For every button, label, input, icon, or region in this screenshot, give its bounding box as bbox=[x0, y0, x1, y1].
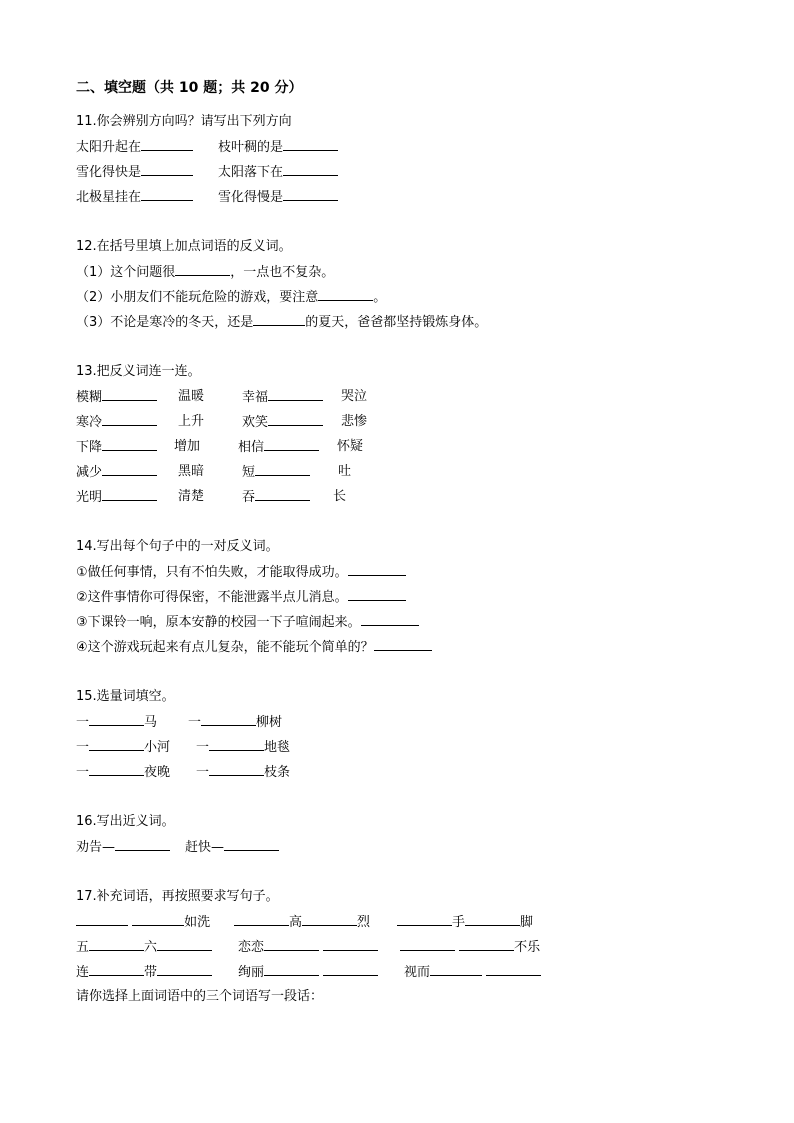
q17-stem: 17.补充词语，再按照要求写句子。 bbox=[76, 889, 279, 904]
q16-stem: 16.写出近义词。 bbox=[76, 814, 175, 829]
q12-sentence-3: （3）不论是寒冷的冬天，还是 的夏天，爸爸都坚持锻炼身体。 bbox=[76, 315, 488, 330]
q12-sentence-2: （2）小朋友们不能玩危险的游戏，要注意 。 bbox=[76, 290, 387, 305]
q13-word: 减少 bbox=[76, 463, 157, 482]
q15-stem: 15.选量词填空。 bbox=[76, 689, 175, 704]
q11-item-1: 太阳升起在 bbox=[76, 138, 193, 157]
q14-item-4: ④这个游戏玩起来有点儿复杂，能不能玩个简单的？ bbox=[76, 638, 432, 657]
q11-item-5: 北极星挂在 bbox=[76, 188, 193, 207]
q11-item-4: 太阳落下在 bbox=[218, 163, 338, 182]
q17-idiom: 五 六 bbox=[76, 938, 212, 957]
q13-word: 增加 bbox=[174, 439, 201, 454]
q17-instruction: 请你选择上面词语中的三个词语写一段话： bbox=[76, 989, 324, 1004]
q15-item-5: 一 夜晚 bbox=[76, 765, 171, 780]
q13-word: 怀疑 bbox=[337, 439, 364, 454]
q13-word: 清楚 bbox=[178, 489, 205, 504]
q14-item-3: ③下课铃一响，原本安静的校园一下子喧闹起来。 bbox=[76, 613, 419, 632]
q17-idiom: 连 带 bbox=[76, 963, 212, 982]
q12-sentence-1: （1）这个问题很 ，一点也不复杂。 bbox=[76, 265, 335, 280]
q13-word: 模糊 bbox=[76, 388, 157, 407]
q13-word: 寒冷 bbox=[76, 413, 157, 432]
q14-item-1: ①做任何事情，只有不怕失败，才能取得成功。 bbox=[76, 563, 406, 582]
q17-idiom: 绚丽 bbox=[238, 963, 378, 982]
q11-stem: 11.你会辨别方向吗？请写出下列方向 bbox=[76, 114, 292, 129]
q13-word: 上升 bbox=[178, 414, 205, 429]
q12-stem: 12.在括号里填上加点词语的反义词。 bbox=[76, 239, 292, 254]
q13-word: 下降 bbox=[76, 438, 157, 457]
q13-word: 吐 bbox=[338, 464, 352, 479]
q17-idiom: 如洗 bbox=[76, 913, 210, 932]
q17-idiom: 视而 bbox=[404, 963, 541, 982]
q13-word: 欢笑 bbox=[242, 413, 323, 432]
q13-stem: 13.把反义词连一连。 bbox=[76, 364, 201, 379]
q13-word: 长 bbox=[333, 489, 347, 504]
q13-word: 黑暗 bbox=[178, 464, 205, 479]
q15-item-4: 一 地毯 bbox=[196, 740, 291, 755]
q16-item-1: 劝告— bbox=[76, 838, 170, 857]
q15-item-3: 一 小河 bbox=[76, 740, 171, 755]
q17-idiom: 不乐 bbox=[400, 938, 540, 957]
q17-idiom: 高 烈 bbox=[234, 913, 370, 932]
q14-stem: 14.写出每个句子中的一对反义词。 bbox=[76, 539, 279, 554]
q13-word: 吞 bbox=[242, 488, 310, 507]
q13-word: 悲惨 bbox=[341, 414, 368, 429]
q16-item-2: 赶快— bbox=[185, 838, 279, 857]
q13-word: 短 bbox=[242, 463, 310, 482]
q11-item-3: 雪化得快是 bbox=[76, 163, 193, 182]
section-title: 二、填空题（共 10 题；共 20 分） bbox=[76, 80, 303, 96]
q15-item-6: 一 枝条 bbox=[196, 765, 291, 780]
q11-item-6: 雪化得慢是 bbox=[218, 188, 338, 207]
q17-idiom: 手 脚 bbox=[397, 913, 533, 932]
q13-word: 温暖 bbox=[178, 389, 205, 404]
q13-word: 相信 bbox=[238, 438, 319, 457]
q15-item-1: 一 马 bbox=[76, 715, 158, 730]
q11-item-2: 枝叶稠的是 bbox=[218, 138, 338, 157]
q14-item-2: ②这件事情你可得保密，不能泄露半点儿消息。 bbox=[76, 588, 406, 607]
q15-item-2: 一 柳树 bbox=[188, 715, 283, 730]
q13-word: 光明 bbox=[76, 488, 157, 507]
q13-word: 哭泣 bbox=[341, 389, 368, 404]
q13-word: 幸福 bbox=[242, 388, 323, 407]
q17-idiom: 恋恋 bbox=[238, 938, 378, 957]
